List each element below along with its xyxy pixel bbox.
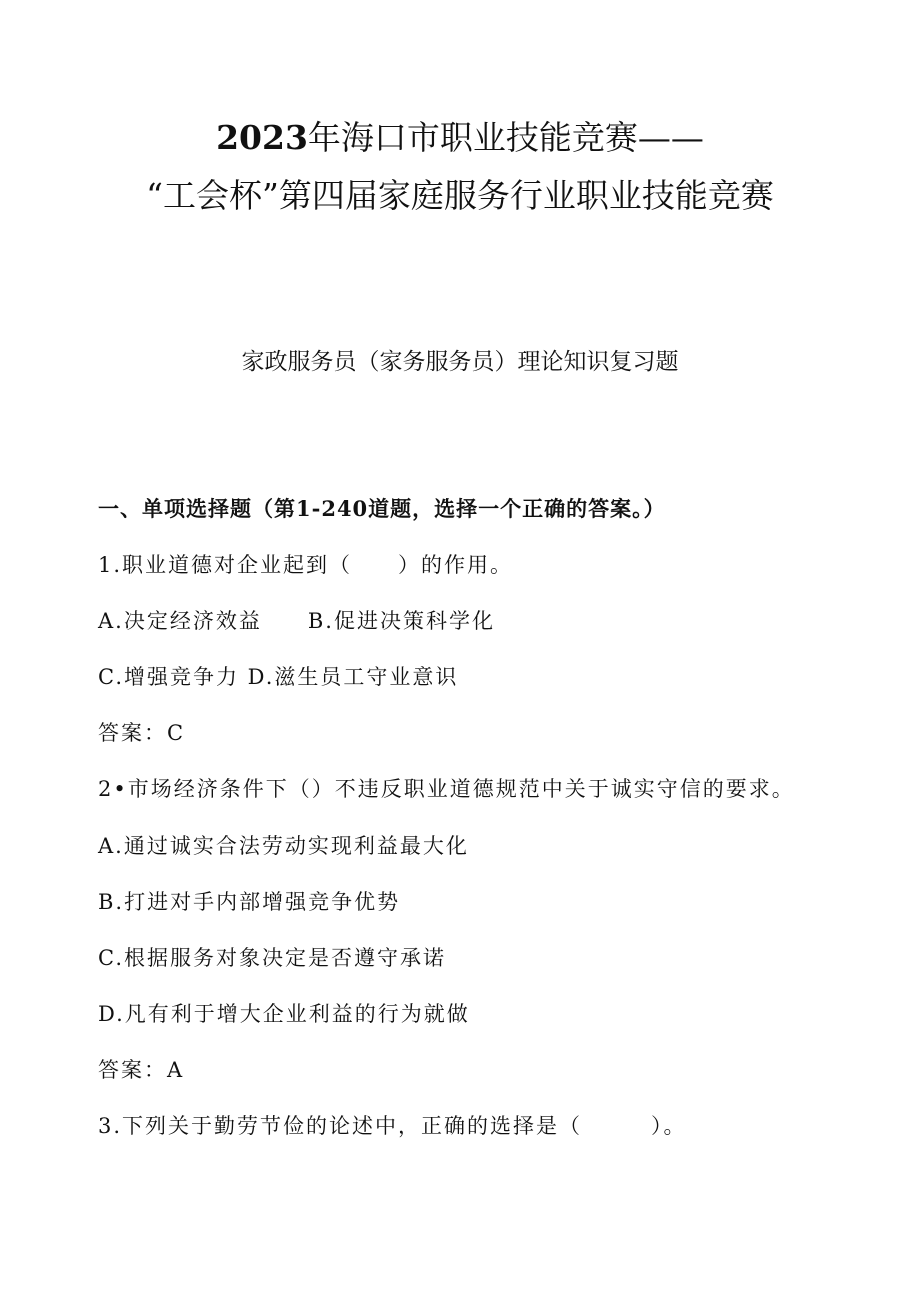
question-2-answer: 答案：A — [98, 1058, 185, 1082]
question-2-option-c: C.根据服务对象决定是否遵守承诺 — [98, 946, 446, 970]
document-title-line-1 — [0, 118, 920, 158]
question-3-stem: 3.下列关于勤劳节俭的论述中，正确的选择是（ ）。 — [98, 1114, 687, 1138]
document-subtitle: 家政服务员（家务服务员）理论知识复习题 — [241, 349, 679, 375]
question-2-option-a: A.通过诚实合法劳动实现利益最大化 — [98, 834, 469, 858]
question-2-stem: 2•市场经济条件下（）不违反职业道德规范中关于诚实守信的要求。 — [98, 777, 795, 801]
question-1-stem: 1.职业道德对企业起到（ ）的作用。 — [98, 553, 514, 577]
document-title-line-2: “工会杯”第四届家庭服务行业职业技能竞赛 — [146, 176, 774, 215]
question-1-option-b: B.促进决策科学化 — [307, 609, 495, 633]
question-1-options-ab — [98, 606, 495, 636]
title-year: 2023 — [216, 118, 308, 157]
question-1-answer: 答案：C — [98, 721, 186, 745]
question-1-options-cd: C.增强竞争力 D.滋生员工守业意识 — [98, 665, 459, 689]
title-line-1-text: 年海口市职业技能竞赛—— — [307, 118, 704, 157]
section-heading: 一、单项选择题（第1-240道题，选择一个正确的答案。） — [98, 496, 666, 521]
question-2-option-b: B.打进对手内部增强竞争优势 — [98, 890, 401, 914]
question-2-option-d: D.凡有利于增大企业利益的行为就做 — [98, 1002, 470, 1026]
question-1-option-a: A.决定经济效益 — [98, 609, 262, 633]
